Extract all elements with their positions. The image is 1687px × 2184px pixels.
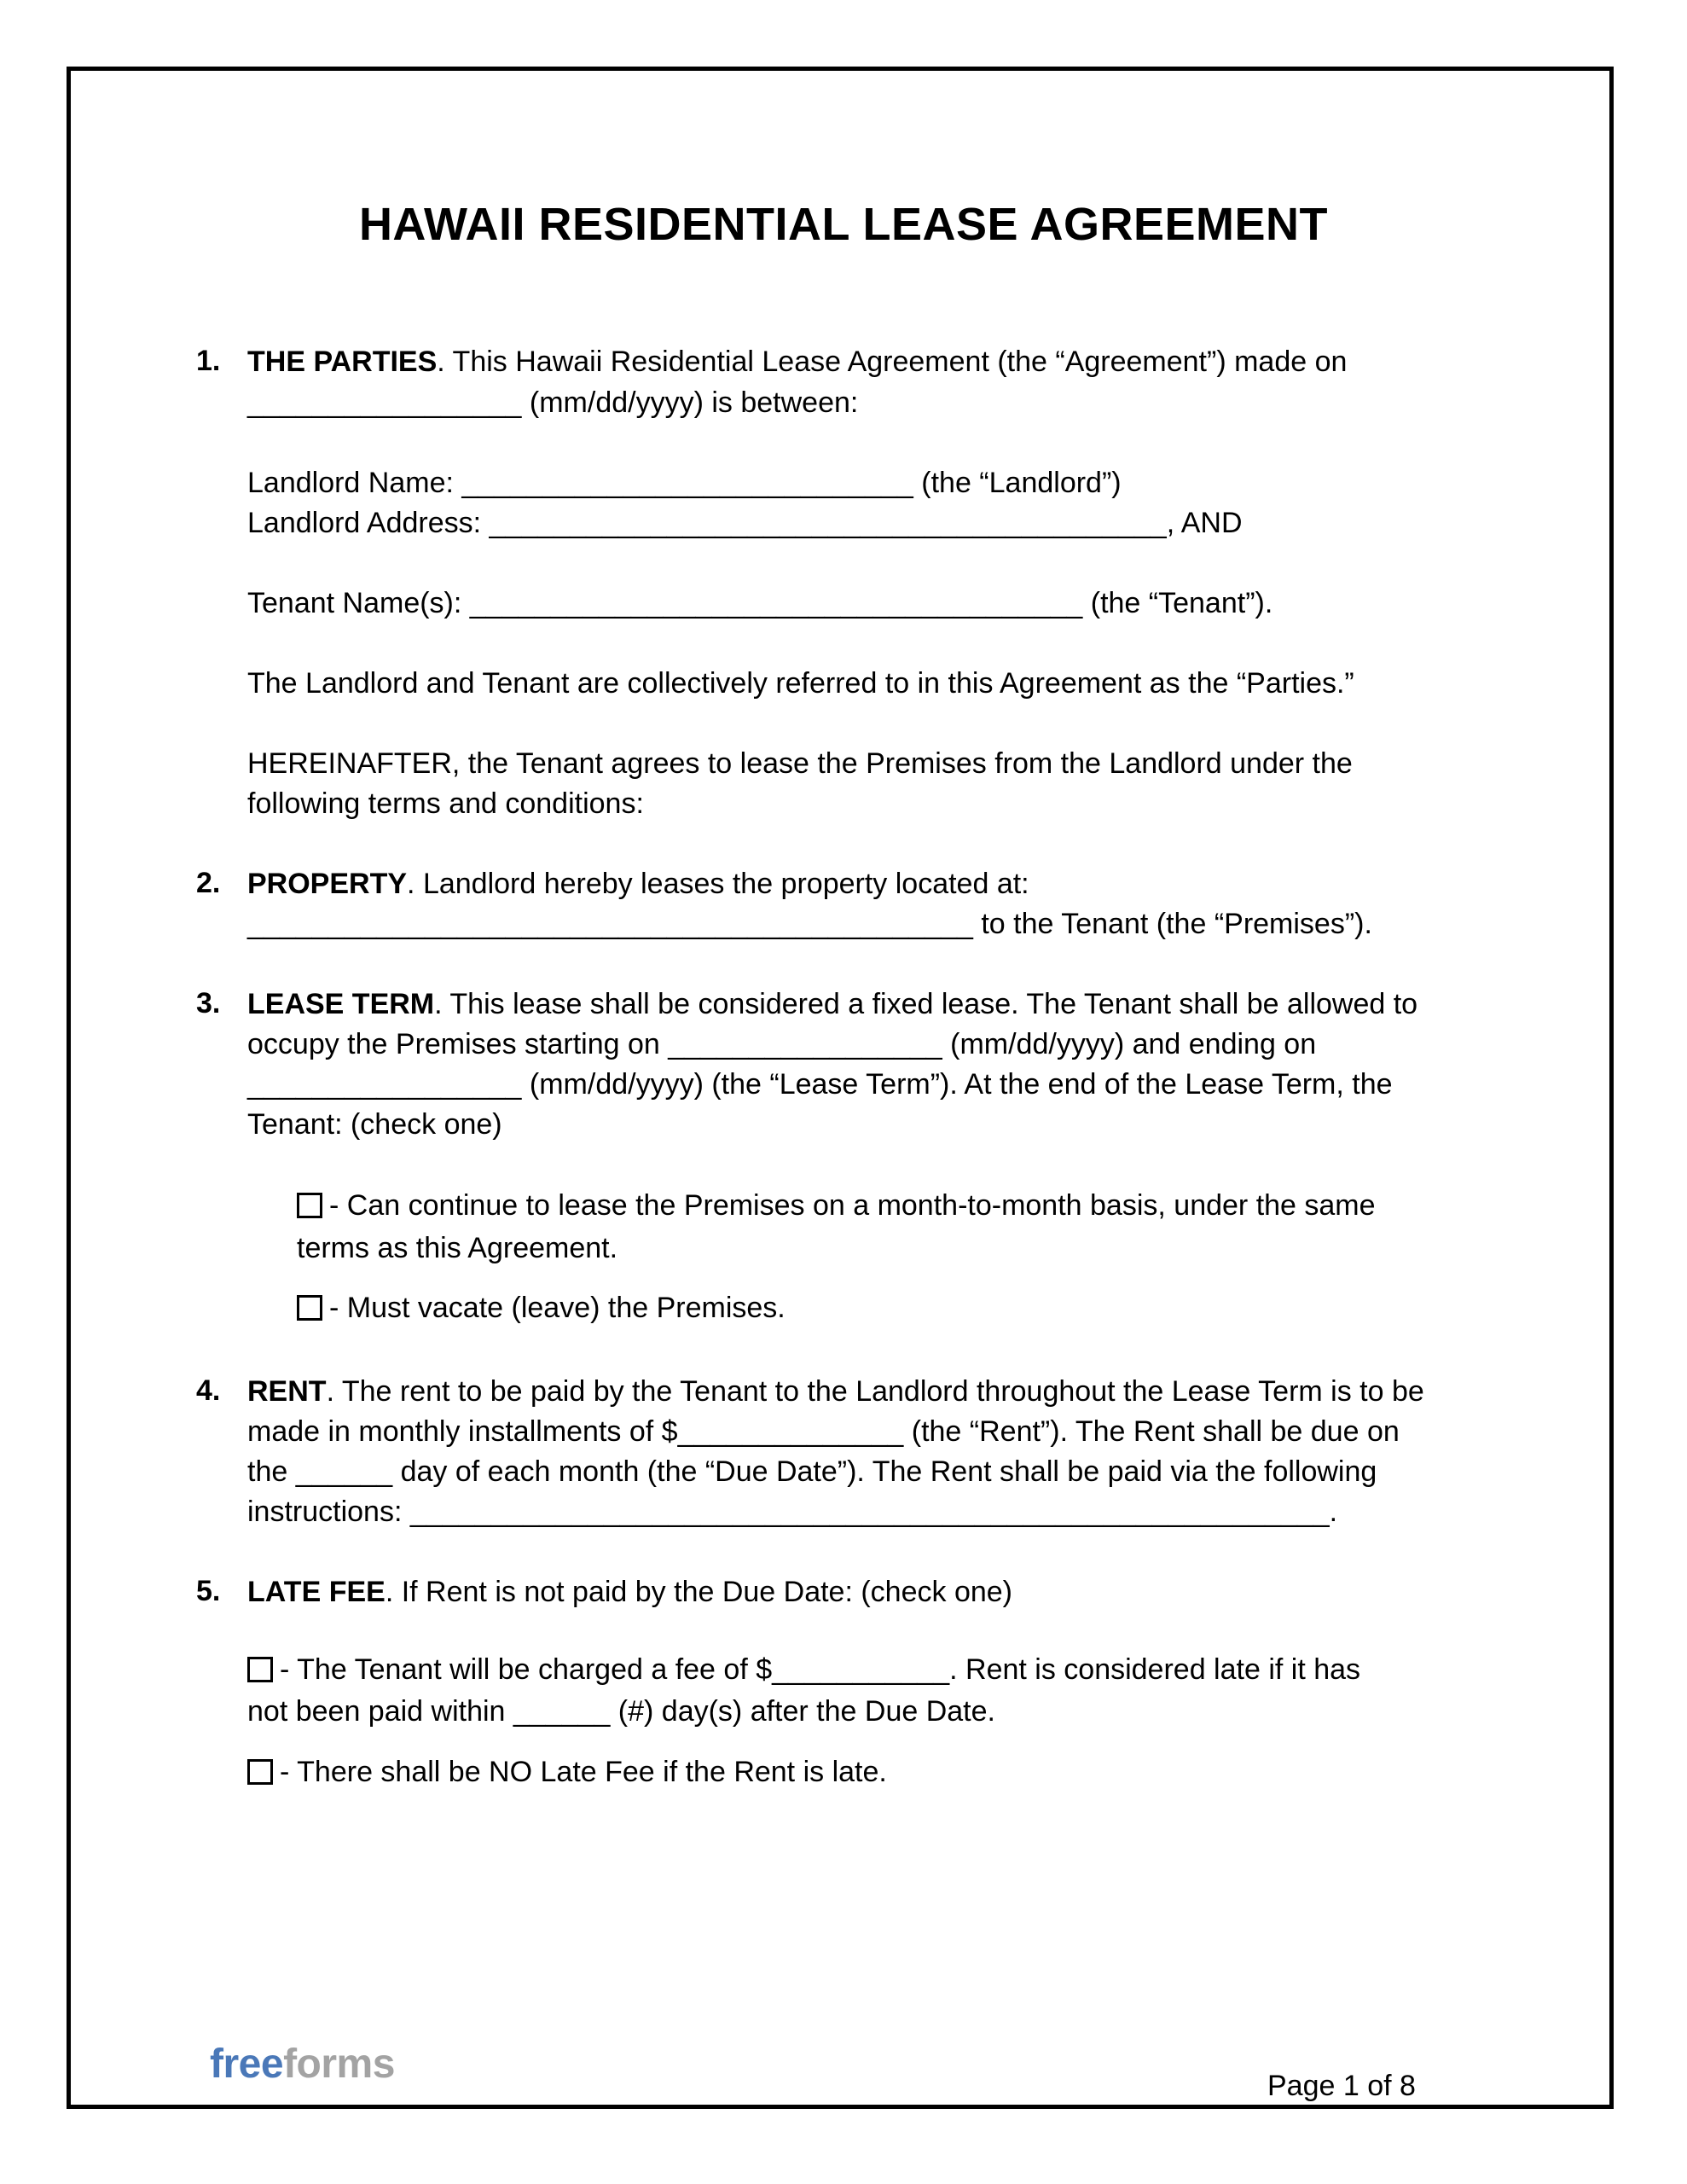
section-3-line-1: LEASE TERM. This lease shall be considered a fixed lease. The Tenant shall be allowed to — [247, 988, 1418, 1020]
section-4-line-4: instructions: _________________________________________________________. — [247, 1496, 1338, 1528]
hereinafter-line-1: HEREINAFTER, the Tenant agrees to lease the Premises from the Landlord under the — [247, 747, 1353, 780]
section-4-line-1: RENT. The rent to be paid by the Tenant to the Landlord throughout the Lease Term is to be — [247, 1375, 1424, 1408]
page-number: Page 1 of 8 — [1267, 2070, 1416, 2102]
checkbox-late-fee-charged[interactable] — [247, 1657, 273, 1682]
section-5-number: 5. — [196, 1575, 221, 1607]
lease-term-option-vacate: - Must vacate (leave) the Premises. — [297, 1291, 786, 1325]
late-fee-option-none: - There shall be NO Late Fee if the Rent is late. — [247, 1755, 887, 1789]
section-4-heading: RENT — [247, 1375, 327, 1408]
section-2-number: 2. — [196, 867, 221, 899]
late-fee-option-charged: - The Tenant will be charged a fee of $___________. Rent is considered late if it has — [247, 1653, 1360, 1687]
lease-term-option-month-to-month: - Can continue to lease the Premises on a month-to-month basis, under the same — [297, 1188, 1376, 1223]
checkbox-vacate[interactable] — [297, 1295, 322, 1321]
landlord-name-line: Landlord Name: ____________________________ (the “Landlord”) — [247, 467, 1122, 499]
section-5-line-1: LATE FEE. If Rent is not paid by the Due Date: (check one) — [247, 1576, 1012, 1608]
checkbox-no-late-fee[interactable] — [247, 1759, 273, 1785]
section-2-line-2: _____________________________________________ to the Tenant (the “Premises”). — [247, 908, 1372, 940]
section-3-line-4: Tenant: (check one) — [247, 1108, 502, 1141]
section-3-line-2: occupy the Premises starting on _________________ (mm/dd/yyyy) and ending on — [247, 1028, 1317, 1060]
section-4-line-2: made in monthly installments of $______________ (the “Rent”). The Rent shall be due on — [247, 1415, 1400, 1448]
section-2-line-1: PROPERTY. Landlord hereby leases the property located at: — [247, 868, 1029, 900]
section-4-number: 4. — [196, 1374, 221, 1407]
checkbox-month-to-month[interactable] — [297, 1193, 322, 1218]
section-2-heading: PROPERTY — [247, 868, 408, 900]
section-1-heading: THE PARTIES — [247, 346, 438, 378]
section-4-line-3: the ______ day of each month (the “Due Date”). The Rent shall be paid via the following — [247, 1455, 1377, 1488]
lease-term-option-continuation: terms as this Agreement. — [297, 1232, 618, 1264]
section-3-line-3: _________________ (mm/dd/yyyy) (the “Lease Term”). At the end of the Lease Term, the — [247, 1068, 1393, 1101]
parties-definition-line: The Landlord and Tenant are collectively referred to in this Agreement as the “Parties.” — [247, 667, 1354, 700]
late-fee-option-continuation: not been paid within ______ (#) day(s) after the Due Date. — [247, 1695, 995, 1728]
tenant-name-line: Tenant Name(s): ______________________________________ (the “Tenant”). — [247, 587, 1273, 619]
document-title: HAWAII RESIDENTIAL LEASE AGREEMENT — [358, 199, 1329, 250]
section-3-heading: LEASE TERM — [247, 988, 435, 1020]
landlord-address-line: Landlord Address: __________________________________________, AND — [247, 507, 1243, 539]
section-3-number: 3. — [196, 987, 221, 1019]
section-1-number: 1. — [196, 345, 221, 377]
section-1-line-2: _________________ (mm/dd/yyyy) is between: — [247, 386, 859, 419]
section-5-heading: LATE FEE — [247, 1576, 386, 1608]
section-1-line-1: THE PARTIES. This Hawaii Residential Lease Agreement (the “Agreement”) made on — [247, 346, 1348, 378]
hereinafter-line-2: following terms and conditions: — [247, 787, 644, 820]
freeforms-logo: freeforms — [210, 2042, 395, 2087]
